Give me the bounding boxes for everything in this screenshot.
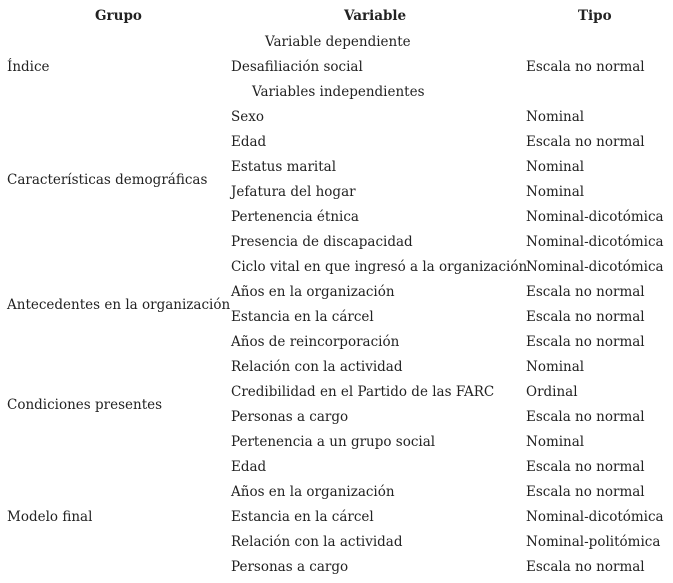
type-cell: Escala no normal xyxy=(526,134,645,150)
header-type: Tipo xyxy=(578,8,612,24)
type-cell: Escala no normal xyxy=(526,484,645,500)
header-variable: Variable xyxy=(344,8,407,24)
type-cell: Nominal xyxy=(526,159,585,175)
variable-cell: Desafiliación social xyxy=(231,59,363,75)
variable-cell: Personas a cargo xyxy=(231,409,349,425)
header-group: Grupo xyxy=(95,8,142,24)
type-cell: Nominal xyxy=(526,184,585,200)
group-label: Características demográficas xyxy=(7,171,208,188)
type-cell: Escala no normal xyxy=(526,334,645,350)
variable-cell: Sexo xyxy=(231,109,264,125)
variable-cell: Estancia en la cárcel xyxy=(231,309,374,325)
type-cell: Nominal-dicotómica xyxy=(526,259,664,275)
group-label: Antecedentes en la organización xyxy=(7,296,231,313)
type-cell: Escala no normal xyxy=(526,559,645,575)
variable-cell: Jefatura del hogar xyxy=(231,184,356,200)
group-label: Índice xyxy=(7,59,50,75)
type-cell: Nominal-politómica xyxy=(526,534,661,550)
variable-cell: Ciclo vital en que ingresó a la organización xyxy=(231,259,528,275)
group-label: Condiciones presentes xyxy=(7,396,163,413)
variable-cell: Personas a cargo xyxy=(231,559,349,575)
variable-cell: Credibilidad en el Partido de las FARC xyxy=(231,384,495,400)
variable-cell: Años en la organización xyxy=(231,484,395,500)
variable-cell: Edad xyxy=(231,134,267,150)
type-cell: Nominal xyxy=(526,434,585,450)
type-cell: Escala no normal xyxy=(526,59,645,75)
group-label: Modelo final xyxy=(7,509,93,525)
variable-cell: Pertenencia étnica xyxy=(231,209,359,225)
variable-cell: Estancia en la cárcel xyxy=(231,509,374,525)
section-label: Variable dependiente xyxy=(265,34,411,50)
type-cell: Nominal xyxy=(526,109,585,125)
type-cell: Escala no normal xyxy=(526,284,645,300)
variable-cell: Relación con la actividad xyxy=(231,359,403,375)
type-cell: Nominal xyxy=(526,359,585,375)
variable-cell: Años de reincorporación xyxy=(231,334,400,350)
type-cell: Nominal-dicotómica xyxy=(526,234,664,250)
type-cell: Escala no normal xyxy=(526,309,645,325)
type-cell: Nominal-dicotómica xyxy=(526,209,664,225)
variable-cell: Años en la organización xyxy=(231,284,395,300)
variable-cell: Pertenencia a un grupo social xyxy=(231,434,436,450)
variable-cell: Relación con la actividad xyxy=(231,534,403,550)
type-cell: Escala no normal xyxy=(526,409,645,425)
variable-cell: Edad xyxy=(231,459,267,475)
variable-cell: Presencia de discapacidad xyxy=(231,234,413,250)
section-label: Variables independientes xyxy=(252,84,425,100)
type-cell: Escala no normal xyxy=(526,459,645,475)
type-cell: Ordinal xyxy=(526,384,578,400)
type-cell: Nominal-dicotómica xyxy=(526,509,664,525)
variable-cell: Estatus marital xyxy=(231,159,337,175)
